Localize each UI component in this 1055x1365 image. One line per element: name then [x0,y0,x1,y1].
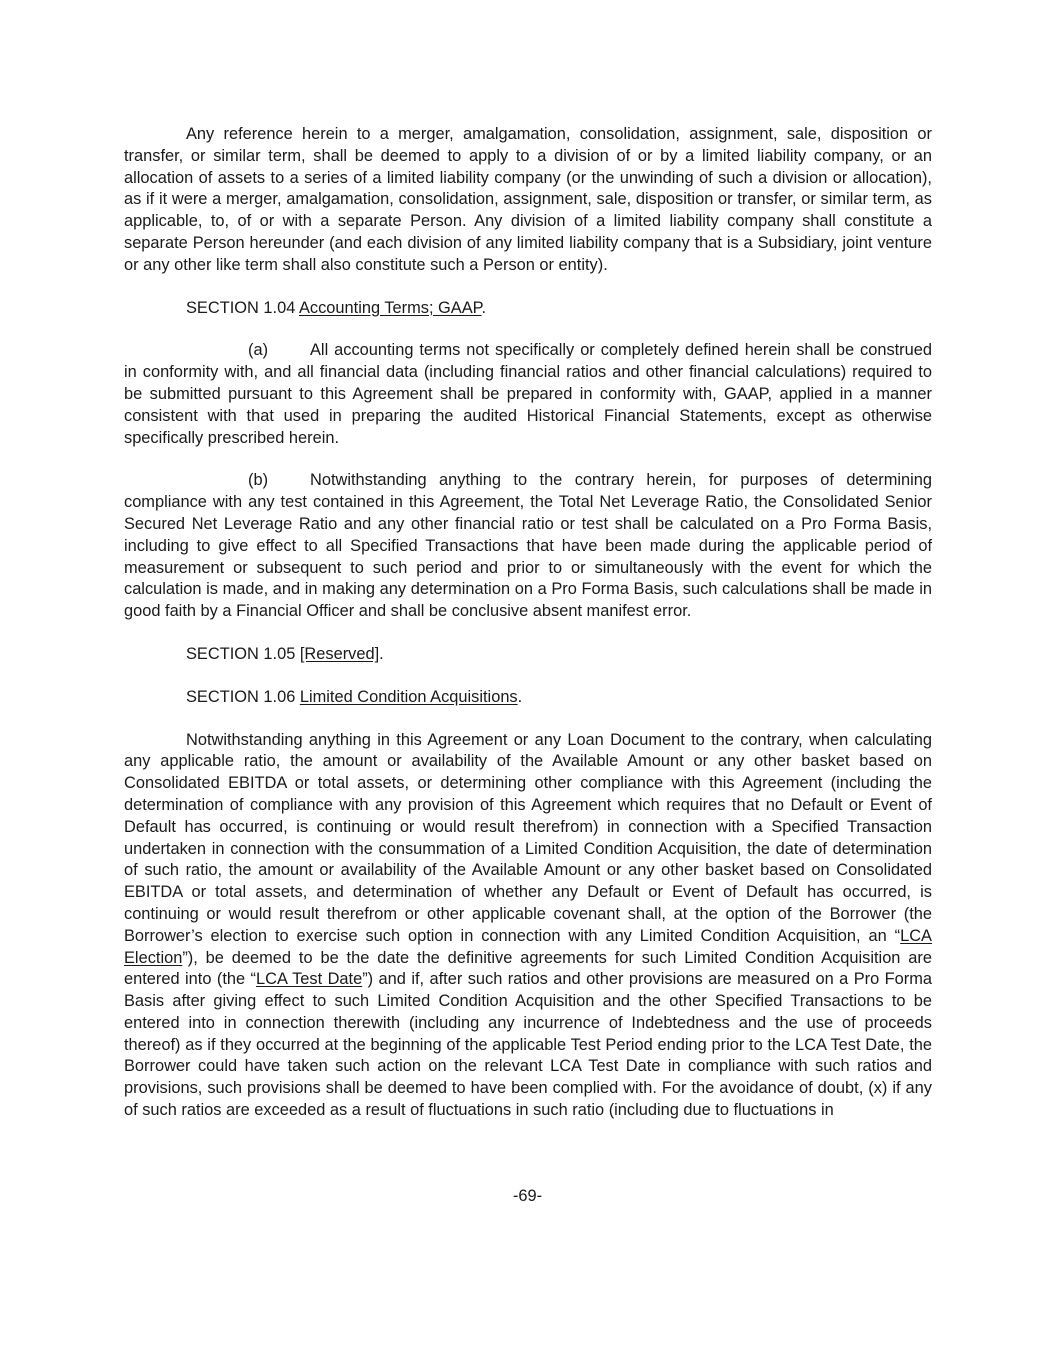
section-number: SECTION 1.06 [186,687,296,706]
clause-label: (b) [248,471,269,490]
clause-text: Notwithstanding anything to the contrary herein, for purposes of determining compliance with any test contained in this Agreement, the Total Net Leverage Ratio, the Consolidated Senior Secured Net Leverage Ratio and any other financial ratio or test shall be calculated on a Pro Forma Basis, including to give effect to all Specified Transactions that have been made during the applicable period of measurement or subsequent to such period and prior to or simultaneously with the event for which the calculation is made, and in making any determination on a Pro Forma Basis, such calculations shall be made in good faith by a Financial Officer and shall be conclusive absent manifest error. [124,471,932,621]
section-1-05-heading: SECTION 1.05 [Reserved]. [186,644,384,663]
defined-term-lca-election: LCA Election [124,926,932,967]
section-1-04-heading: SECTION 1.04 Accounting Terms; GAAP. [186,298,487,317]
section-1-06-body: Notwithstanding anything in this Agreement or any Loan Document to the contrary, when calculating any applicable ratio, the amount or availability of the Available Amount or any other basket based on Consolidated EBITDA or total assets, or determining other compliance with this Agreement (including the determination of compliance with any provision of this Agreement which requires that no Default or Event of Default has occurred, is continuing or would result therefrom) in connection with a Specified Transaction undertaken in connection with the consummation of a Limited Condition Acquisition, the date of determination of such ratio, the amount or availability of the Available Amount or any other basket based on Consolidated EBITDA or total assets, and determination of whether any Default or Event of Default has occurred, is continuing or would result therefrom or other applicable covenant shall, at the option of the Borrower (the Borrower’s election to exercise such option in connection with any Limited Condition Acquisition, an “LCA Election”), be deemed to be the date the definitive agreements for such Limited Condition Acquisition are entered into (the “LCA Test Date”) and if, after such ratios and other provisions are measured on a Pro Forma Basis after giving effect to such Limited Condition Acquisition and the other Specified Transactions to be entered into in connection therewith (including any incurrence of Indebtedness and the use of proceeds thereof) as if they occurred at the beginning of the applicable Test Period ending prior to the LCA Test Date, the Borrower could have taken such action on the relevant LCA Test Date in compliance with such ratios and provisions, such provisions shall be deemed to have been complied with. For the avoidance of doubt, (x) if any of such ratios are exceeded as a result of fluctuations in such ratio (including due to fluctuations in [124,730,932,1120]
page-number: -69- [512,1187,543,1205]
section-number: SECTION 1.05 [186,644,296,663]
section-1-04-b [124,470,932,623]
section-number: SECTION 1.04 [186,298,296,317]
clause-label: (a) [248,341,269,360]
section-1-06-heading: SECTION 1.06 Limited Condition Acquisitions. [186,687,523,706]
intro-paragraph: Any reference herein to a merger, amalgamation, consolidation, assignment, sale, disposition or transfer, or similar term, shall be deemed to apply to a division of or by a limited liability company, or an allocation of assets to a series of a limited liability company (or the unwinding of such a division or allocation), as if it were a merger, amalgamation, consolidation, assignment, sale, disposition or transfer, or similar term, as applicable, to, of or with a separate Person. Any division of a limited liability company shall constitute a separate Person hereunder (and each division of any limited liability company that is a Subsidiary, joint venture or any other like term shall also constitute such a Person or entity). [124,125,932,274]
document-page [124,124,932,1122]
section-title: Accounting Terms; GAAP [298,298,482,317]
section-title: [Reserved] [299,644,380,663]
defined-term-lca-test-date: LCA Test Date [256,970,363,989]
section-1-04-a [124,340,932,449]
clause-text: All accounting terms not specifically or completely defined herein shall be construed in conformity with, and all financial data (including financial ratios and other financial calculations) required to be submitted pursuant to this Agreement shall be prepared in conformity with, GAAP, applied in a manner consistent with that used in preparing the audited Historical Financial Statements, except as otherwise specifically prescribed herein. [124,341,932,447]
section-title: Limited Condition Acquisitions [299,687,518,706]
